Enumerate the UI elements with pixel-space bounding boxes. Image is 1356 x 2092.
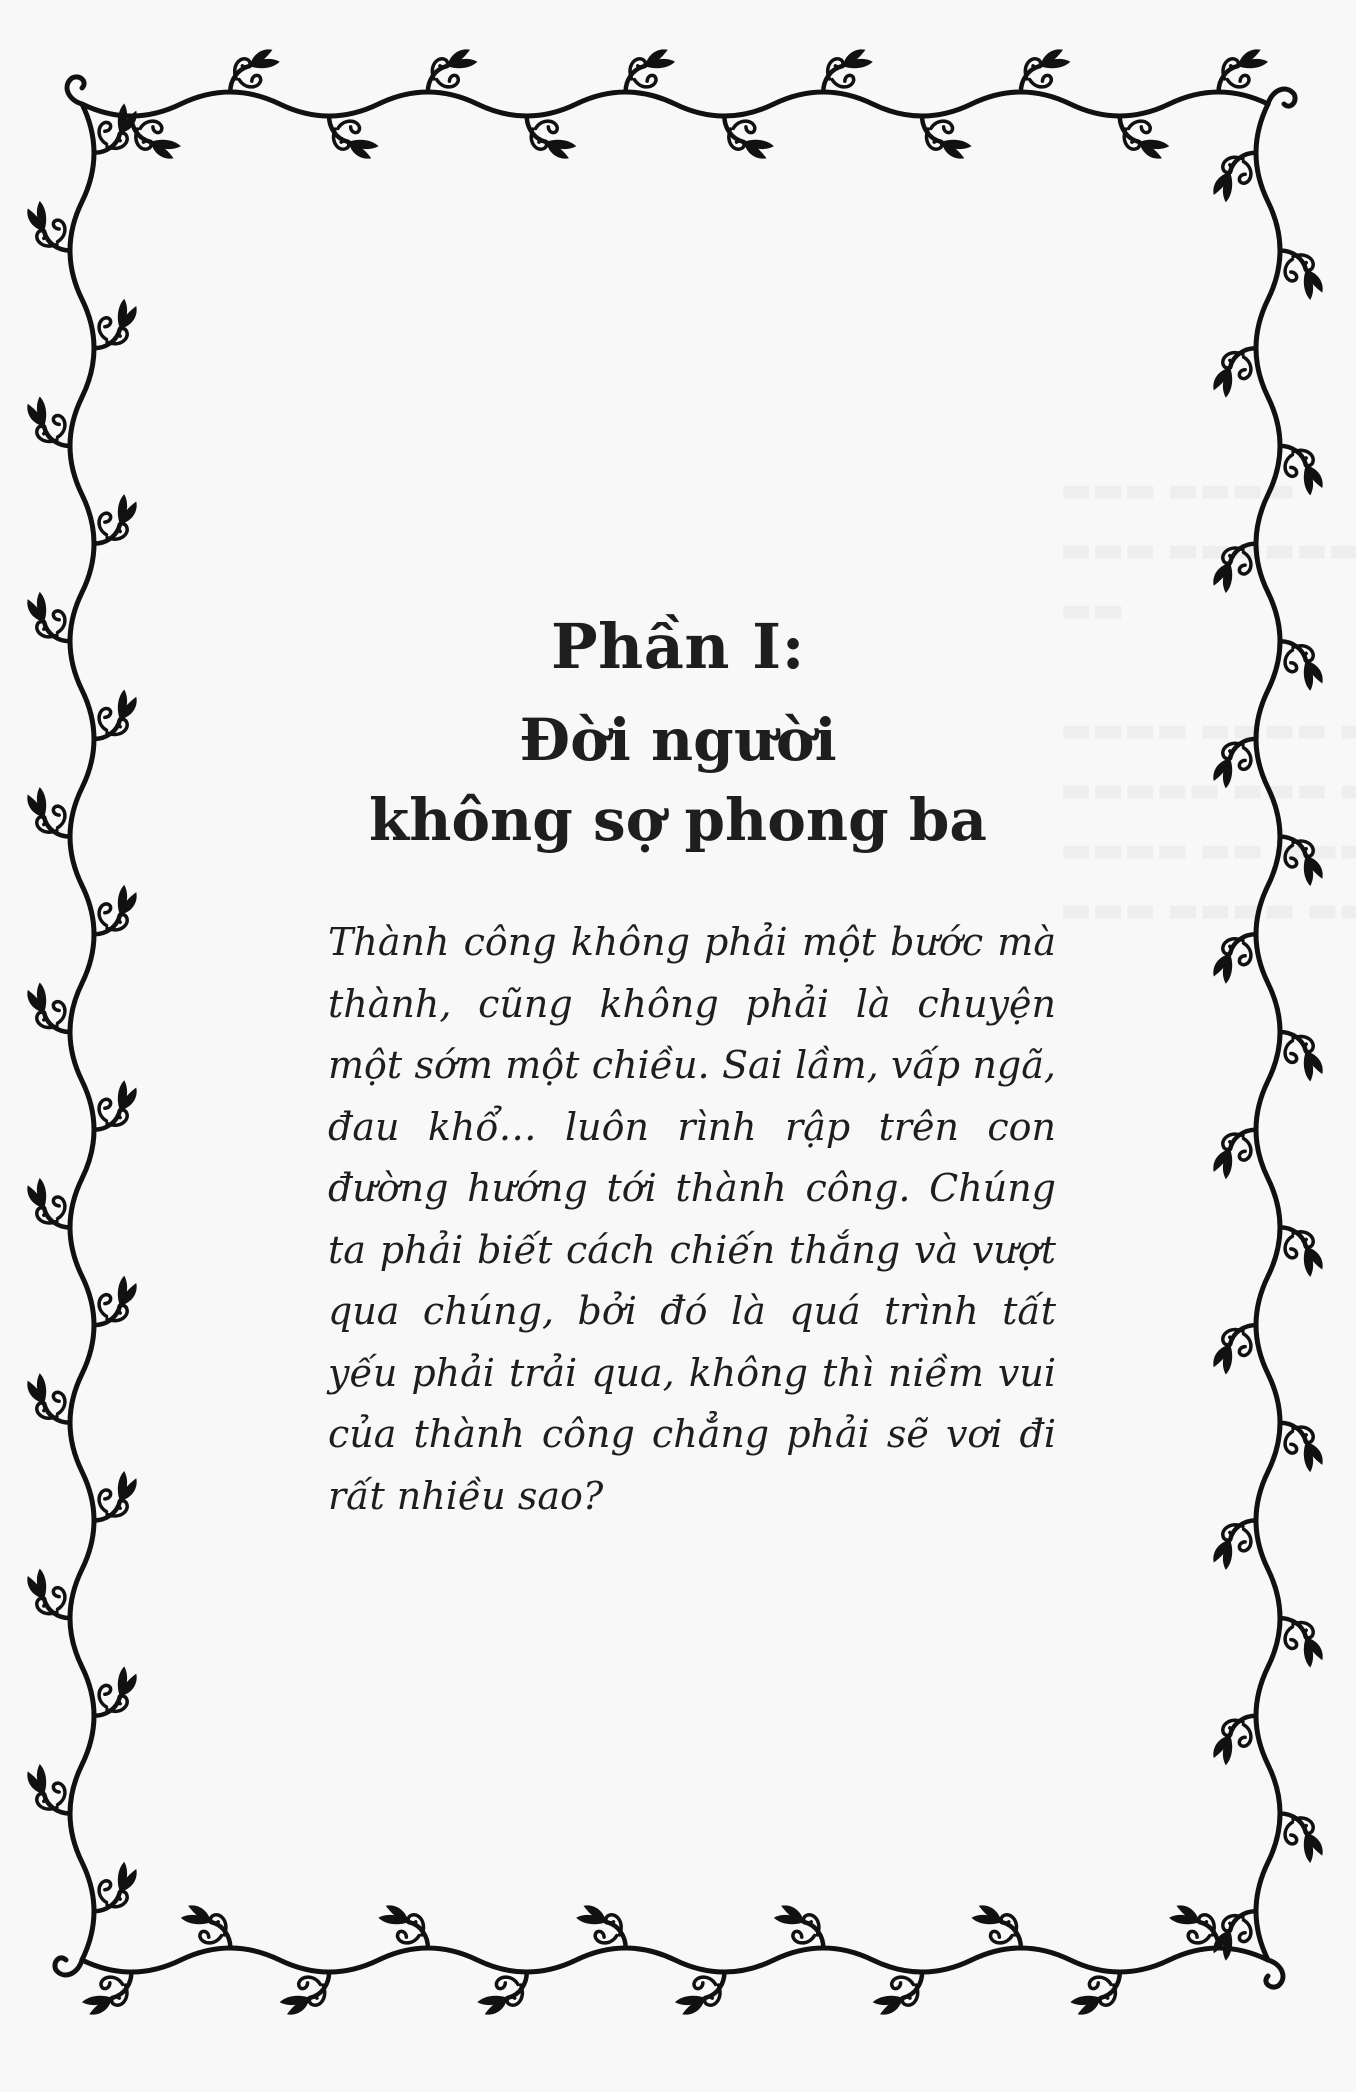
vine-sprig-icon (374, 1899, 439, 1955)
vine-sprig-icon (1273, 1411, 1329, 1476)
vine-sprig-icon (87, 294, 143, 359)
vine-sprig-icon (219, 43, 284, 99)
vine-sprig-icon (1066, 1965, 1131, 2021)
vine-sprig-icon (1207, 141, 1263, 206)
vine-sprig-icon (78, 1965, 143, 2021)
vine-sprig-icon (1273, 1020, 1329, 1085)
vine-sprig-icon (87, 1076, 143, 1141)
chapter-title (0, 700, 1356, 860)
corner-curl-icon (55, 1958, 82, 1975)
vine-sprig-icon (21, 978, 77, 1043)
vine-sprig-icon (1207, 1118, 1263, 1183)
vine-sprig-icon (1108, 109, 1173, 165)
vine-sprig-icon (1273, 434, 1329, 499)
vine-sprig-icon (87, 490, 143, 555)
vine-sprig-icon (1165, 1899, 1230, 1955)
vine-sprig-icon (1273, 1216, 1329, 1281)
vine-sprig-icon (21, 1369, 77, 1434)
vine-sprig-icon (275, 1965, 340, 2021)
vine-sprig-icon (87, 1857, 143, 1922)
vine-sprig-icon (416, 43, 481, 99)
vine-stem (82, 92, 1268, 116)
vine-sprig-icon (1009, 43, 1074, 99)
vine-sprig-icon (1207, 923, 1263, 988)
vine-sprig-icon (1273, 1607, 1329, 1672)
vine-sprig-icon (614, 43, 679, 99)
vine-sprig-icon (967, 1899, 1032, 1955)
corner-curl-icon (67, 77, 84, 104)
vine-sprig-icon (911, 109, 976, 165)
vine-sprig-icon (21, 1174, 77, 1239)
vine-sprig-icon (868, 1965, 933, 2021)
vine-sprig-icon (1207, 1509, 1263, 1574)
vine-stem (82, 1948, 1268, 1972)
vine-sprig-icon (1207, 1314, 1263, 1379)
vine-sprig-icon (473, 1965, 538, 2021)
vine-sprig-icon (21, 392, 77, 457)
vine-sprig-icon (1207, 1704, 1263, 1769)
vine-sprig-icon (1207, 532, 1263, 597)
vine-sprig-icon (1207, 43, 1272, 99)
vine-sprig-icon (21, 1760, 77, 1825)
vine-sprig-icon (515, 109, 580, 165)
vine-sprig-icon (21, 197, 77, 262)
vine-sprig-icon (87, 1467, 143, 1532)
chapter-intro-paragraph: Thành công không phải một bước mà thành, cũng không phải là chuyện một sớm một chiều. Sai lầm, vấp ngã, đau khổ… luôn rình rập trên con đường hướng tới thành công. Chúng ta phải biết cách chiến thắng và vượt qua chúng, bởi đó là quá trình tất yếu phải trải qua, không thì niềm vui của thành công chẳng phải sẽ vơi đi rất nhiều sao? (328, 920, 1056, 1518)
vine-sprig-icon (87, 1271, 143, 1336)
vine-sprig-icon (1273, 1802, 1329, 1867)
vine-sprig-icon (176, 1899, 241, 1955)
chapter-title-line: Đời người (519, 706, 837, 774)
vine-stem (1256, 104, 1280, 1960)
vine-sprig-icon (87, 880, 143, 945)
vine-sprig-icon (812, 43, 877, 99)
vine-sprig-icon (1273, 239, 1329, 304)
part-title: Phần I: (551, 610, 805, 683)
vine-sprig-icon (318, 109, 383, 165)
chapter-title-line: không sợ phong ba (369, 786, 987, 854)
vine-sprig-icon (87, 1662, 143, 1727)
vine-sprig-icon (713, 109, 778, 165)
corner-curl-icon (1266, 1960, 1283, 1987)
vine-sprig-icon (1207, 337, 1263, 402)
vine-stem (70, 104, 94, 1960)
vine-sprig-icon (769, 1899, 834, 1955)
vine-sprig-icon (21, 1564, 77, 1629)
vine-sprig-icon (671, 1965, 736, 2021)
corner-curl-icon (1268, 89, 1295, 106)
vine-sprig-icon (572, 1899, 637, 1955)
